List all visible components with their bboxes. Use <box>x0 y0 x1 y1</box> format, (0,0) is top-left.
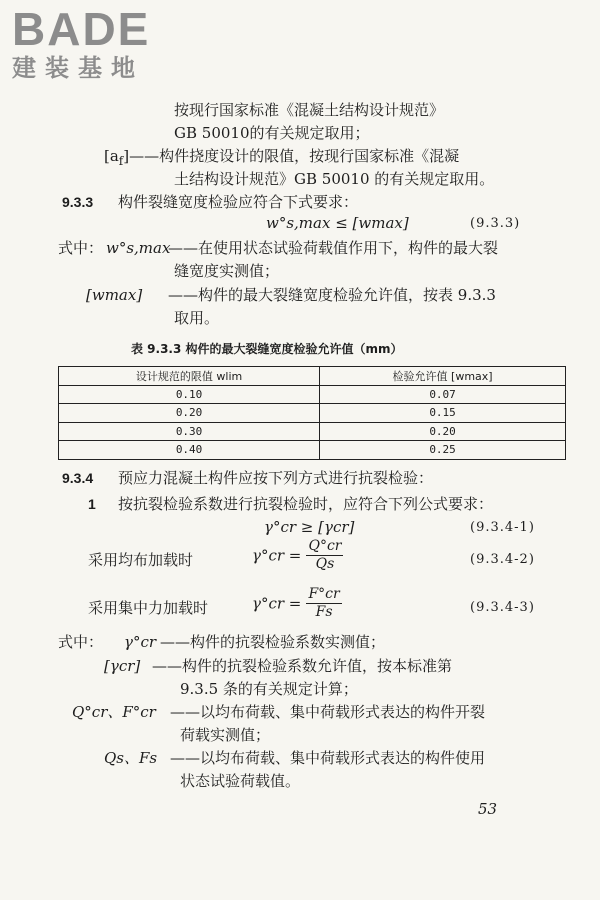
table-cell: 0.07 <box>320 385 566 404</box>
definition-text: 荷载实测值； <box>180 726 271 744</box>
equation-label: 采用均布加载时 <box>88 551 194 569</box>
table-cell: 0.20 <box>320 422 566 441</box>
equation: γ°cr = $\frac{F^\circ cr}{Fs}$ <box>252 586 340 620</box>
where-label: 式中： <box>58 239 104 257</box>
symbol: Q°cr、F°cr <box>72 703 156 721</box>
definition-text: ——构件的最大裂缝宽度检验允许值，按表 9.3.3 <box>168 286 496 304</box>
publisher-logo <box>12 3 172 82</box>
section-number: 9.3.3 <box>62 194 94 210</box>
fraction: $\frac{Q^\circ cr}{Qs}$ <box>308 538 342 572</box>
page-number: 53 <box>478 800 498 818</box>
table-row <box>59 385 566 404</box>
table-cell: 0.10 <box>59 385 320 404</box>
table-row <box>59 404 566 423</box>
fraction: $\frac{F^\circ cr}{Fs}$ <box>308 586 340 620</box>
equation-label: 采用集中力加载时 <box>88 599 209 617</box>
definition-text: 取用。 <box>174 309 220 327</box>
logo-sub-text: 建装基地 <box>12 54 144 82</box>
section-number: 9.3.4 <box>62 470 94 486</box>
definition-text: ——在使用状态试验荷载值作用下，构件的最大裂 <box>168 239 499 257</box>
table-caption: 表 9.3.3 构件的最大裂缝宽度检验允许值（mm） <box>131 342 403 356</box>
symbol: [wmax] <box>86 286 143 304</box>
table-header: 检验允许值 [wmax] <box>320 367 566 386</box>
equation: γ°cr = $\frac{Q^\circ cr}{Qs}$ <box>252 538 342 572</box>
symbol: γ°cr <box>124 633 157 651</box>
equation-number: (9.3.3) <box>470 216 521 231</box>
table-cell: 0.15 <box>320 404 566 423</box>
equation: γ°cr ≥ [γcr] <box>264 518 355 536</box>
table-cell: 0.25 <box>320 441 566 460</box>
item-text: 按抗裂检验系数进行抗裂检验时，应符合下列公式要求： <box>118 495 494 513</box>
equation-number: (9.3.4-2) <box>470 552 535 567</box>
table-header: 设计规范的限值 wlim <box>59 367 320 386</box>
body-line: 按现行国家标准《混凝土结构设计规范》 <box>174 101 445 119</box>
definition-text: 缝宽度实测值； <box>174 262 280 280</box>
equation-number: (9.3.4-3) <box>470 600 535 615</box>
equation-number: (9.3.4-1) <box>470 520 535 535</box>
definition-text: ——构件的抗裂检验系数允许值，按本标准第 <box>152 657 453 675</box>
table-row <box>59 441 566 460</box>
section-text: 构件裂缝宽度检验应符合下式要求： <box>118 193 359 211</box>
definition-text: 9.3.5 条的有关规定计算； <box>180 680 358 698</box>
af-definition <box>104 146 459 171</box>
af-symbol: $[a_f]$ <box>104 147 130 168</box>
definition-text: ——以均布荷载、集中荷载形式表达的构件使用 <box>170 749 486 767</box>
table-cell: 0.20 <box>59 404 320 423</box>
af-definition-text: ——构件挠度设计的限值，按现行国家标准《混凝 <box>129 147 460 165</box>
section-text: 预应力混凝土构件应按下列方式进行抗裂检验： <box>118 469 434 487</box>
body-line: GB 50010的有关规定取用； <box>174 124 370 142</box>
definition-text: ——构件的抗裂检验系数实测值； <box>160 633 386 651</box>
definition-text: 状态试验荷载值。 <box>180 772 301 790</box>
table-cell: 0.30 <box>59 422 320 441</box>
logo-main-text: BADE <box>12 3 151 55</box>
equation: w°s,max ≤ [wmax] <box>266 214 409 232</box>
where-label: 式中： <box>58 633 104 651</box>
table-cell: 0.40 <box>59 441 320 460</box>
table-row <box>59 422 566 441</box>
table-header-row <box>59 367 566 386</box>
symbol: [γcr] <box>104 657 141 675</box>
crack-width-table <box>58 366 566 460</box>
af-definition-cont: 土结构设计规范》GB 50010 的有关规定取用。 <box>174 170 495 188</box>
symbol: Qs、Fs <box>104 749 158 767</box>
item-number: 1 <box>88 496 96 512</box>
definition-text: ——以均布荷载、集中荷载形式表达的构件开裂 <box>170 703 486 721</box>
symbol: w°s,max <box>106 239 171 257</box>
